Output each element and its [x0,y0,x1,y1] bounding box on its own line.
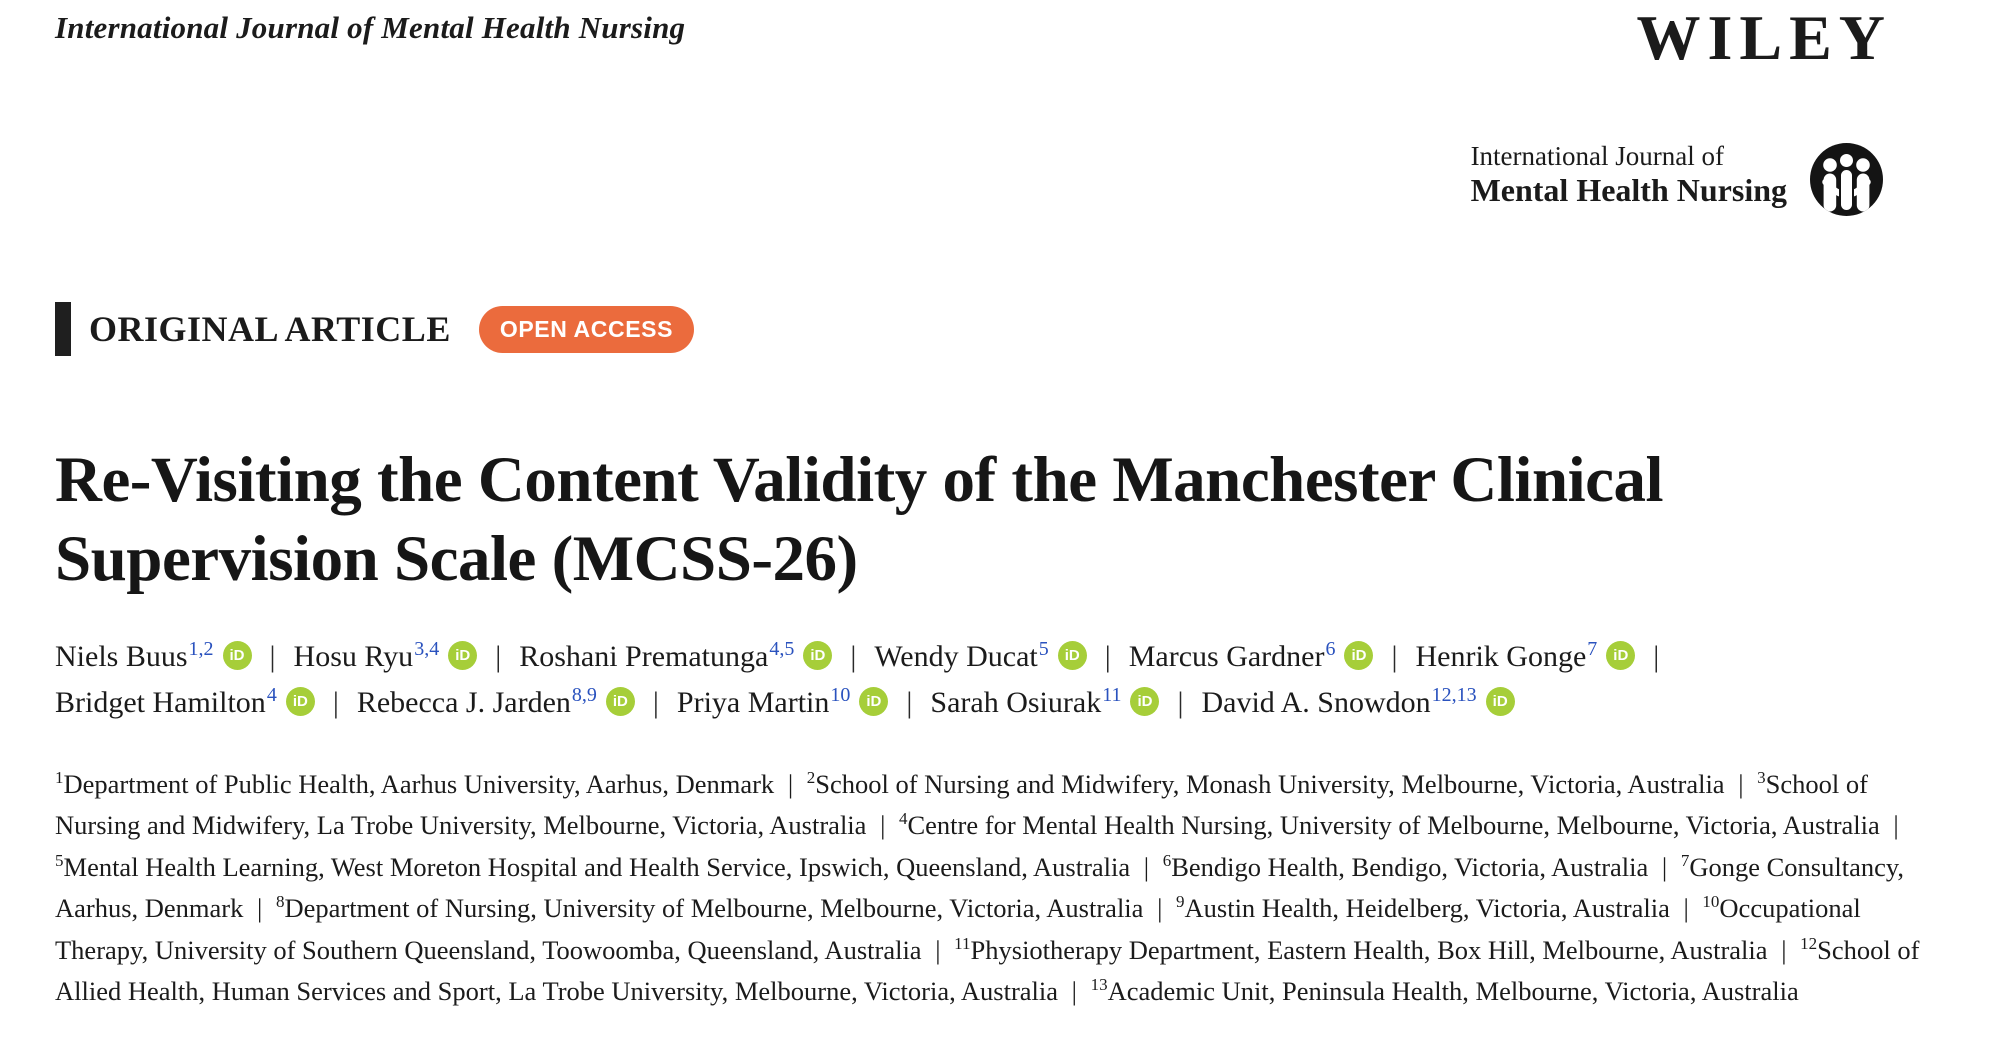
orcid-icon[interactable]: iD [223,641,252,670]
journal-title: International Journal of Mental Health Nursing [55,10,686,45]
author-affiliation-superscript: 1,2 [188,638,214,660]
author-name: David A. Snowdon [1201,686,1431,719]
author-affiliation-superscript: 4,5 [769,638,795,660]
author-name: Rebecca J. Jarden [356,686,571,719]
affiliation-separator: | [1655,851,1674,882]
affiliation-superscript: 8 [275,892,285,912]
orcid-icon[interactable]: iD [1606,641,1635,670]
affiliation-superscript: 9 [1176,892,1185,912]
orcid-icon[interactable]: iD [448,641,477,670]
author-separator: | [1177,686,1184,719]
author [519,640,832,673]
affiliation-text: Department of Nursing, University of Melbourne, Melbourne, Victoria, Australia [284,893,1144,924]
affiliation-text: Austin Health, Heidelberg, Victoria, Australia [1184,893,1670,924]
author-name: Marcus Gardner [1128,640,1325,673]
article-title-line1: Re-Visiting the Content Validity of the Manchester Clinical [55,444,1664,516]
author-name: Roshani Prematunga [519,640,769,673]
affiliation-superscript: 1 [55,768,64,788]
author-separator: | [269,640,276,673]
author-affiliation-superscript: 10 [830,684,851,706]
affiliation-list [55,764,1935,1012]
affiliation-separator: | [1886,810,1899,841]
affiliation-text: Bendigo Health, Bendigo, Victoria, Australia [1171,851,1649,882]
author [874,640,1086,673]
author-separator: | [1653,640,1660,673]
article-type-bar [55,302,71,356]
affiliation-text: School of Nursing and Midwifery, La Trobe University, Melbourne, Victoria, Australia [55,769,1868,841]
author-affiliation-superscript: 12,13 [1431,684,1477,706]
affiliation-separator: | [250,893,269,924]
orcid-icon[interactable]: iD [803,641,832,670]
affiliation-text: School of Allied Health, Human Services and Sport, La Trobe University, Melbourne, Victoria, Australia [55,934,1920,1007]
journal-brand-line1: International Journal of [1470,141,1724,171]
affiliation-superscript: 5 [55,850,64,870]
author-affiliation-superscript: 5 [1038,638,1049,660]
affiliation-text: Mental Health Learning, West Moreton Hospital and Health Service, Ipswich, Queensland, Australia [63,851,1131,882]
author [55,686,315,719]
affiliation-superscript: 3 [1757,768,1766,788]
author-separator: | [1104,640,1111,673]
affiliation-text: Occupational Therapy, University of Southern Queensland, Toowoomba, Queensland, Australia [55,893,1861,965]
author [1129,640,1374,673]
affiliation-superscript: 7 [1680,850,1690,870]
open-access-badge: OPEN ACCESS [479,306,694,353]
orcid-icon[interactable]: iD [286,687,315,716]
author-name: Sarah Osiurak [930,686,1102,719]
author-name: Henrik Gonge [1415,640,1587,673]
author-name: Hosu Ryu [293,640,414,673]
author-list [55,634,1980,726]
affiliation-text: Academic Unit, Peninsula Health, Melbourne, Victoria, Australia [1107,976,1799,1007]
affiliation-superscript: 6 [1162,850,1172,870]
journal-brand [1471,141,1883,216]
author [357,686,635,719]
author-affiliation-superscript: 4 [266,684,277,706]
affiliation-separator: | [928,934,948,965]
affiliation-separator: | [1676,893,1696,924]
author-separator: | [1391,640,1398,673]
journal-brand-text [1471,141,1787,208]
author [930,686,1159,719]
author-affiliation-superscript: 3,4 [414,638,440,660]
journal-brand-line2: Mental Health Nursing [1470,172,1787,208]
affiliation-superscript: 12 [1800,933,1818,953]
orcid-icon[interactable]: iD [606,687,635,716]
three-people-circle-icon [1810,143,1883,216]
author-separator: | [495,640,502,673]
author-separator: | [850,640,857,673]
author-affiliation-superscript: 7 [1587,638,1598,660]
affiliation-separator: | [873,810,892,841]
article-type-row [55,302,694,356]
wiley-logo: WILEY [1636,2,1892,73]
author-separator: | [906,686,913,719]
article-title [55,441,1975,599]
affiliation-superscript: 2 [806,768,816,788]
author-affiliation-superscript: 6 [1325,638,1336,660]
affiliation-text: Department of Public Health, Aarhus University, Aarhus, Denmark [63,769,775,799]
affiliation-separator: | [1137,851,1156,882]
author [1416,640,1636,673]
author [1201,686,1514,719]
orcid-icon[interactable]: iD [1344,641,1373,670]
affiliation-text: School of Nursing and Midwifery, Monash University, Melbourne, Victoria, Australia [815,769,1725,799]
author [677,686,888,719]
article-title-line2: Supervision Scale (MCSS-26) [55,523,858,595]
orcid-icon[interactable]: iD [1058,641,1087,670]
author [294,640,478,673]
author-affiliation-superscript: 11 [1102,684,1122,706]
affiliation-separator: | [1731,769,1751,799]
author-name: Wendy Ducat [874,640,1038,673]
affiliation-separator: | [1150,893,1169,924]
author [55,640,252,673]
orcid-icon[interactable]: iD [859,687,888,716]
orcid-icon[interactable]: iD [1130,687,1159,716]
affiliation-text: Physiotherapy Department, Eastern Health, Box Hill, Melbourne, Australia [970,934,1768,965]
affiliation-separator: | [1774,934,1794,965]
article-type-label: ORIGINAL ARTICLE [89,309,451,349]
affiliation-text: Gonge Consultancy, Aarhus, Denmark [55,851,1905,924]
affiliation-superscript: 10 [1702,892,1720,912]
affiliation-superscript: 4 [899,809,908,829]
affiliation-separator: | [1065,976,1084,1007]
orcid-icon[interactable]: iD [1486,687,1515,716]
affiliation-separator: | [781,769,800,799]
affiliation-superscript: 11 [954,933,971,953]
author-name: Priya Martin [676,686,830,719]
author-separator: | [652,686,659,719]
author-name: Niels Buus [55,640,188,673]
author-affiliation-superscript: 8,9 [571,684,597,706]
affiliation-superscript: 13 [1090,975,1108,995]
author-name: Bridget Hamilton [55,686,266,719]
affiliation-text: Centre for Mental Health Nursing, University of Melbourne, Melbourne, Victoria, Australia [907,810,1880,841]
author-separator: | [332,686,339,719]
